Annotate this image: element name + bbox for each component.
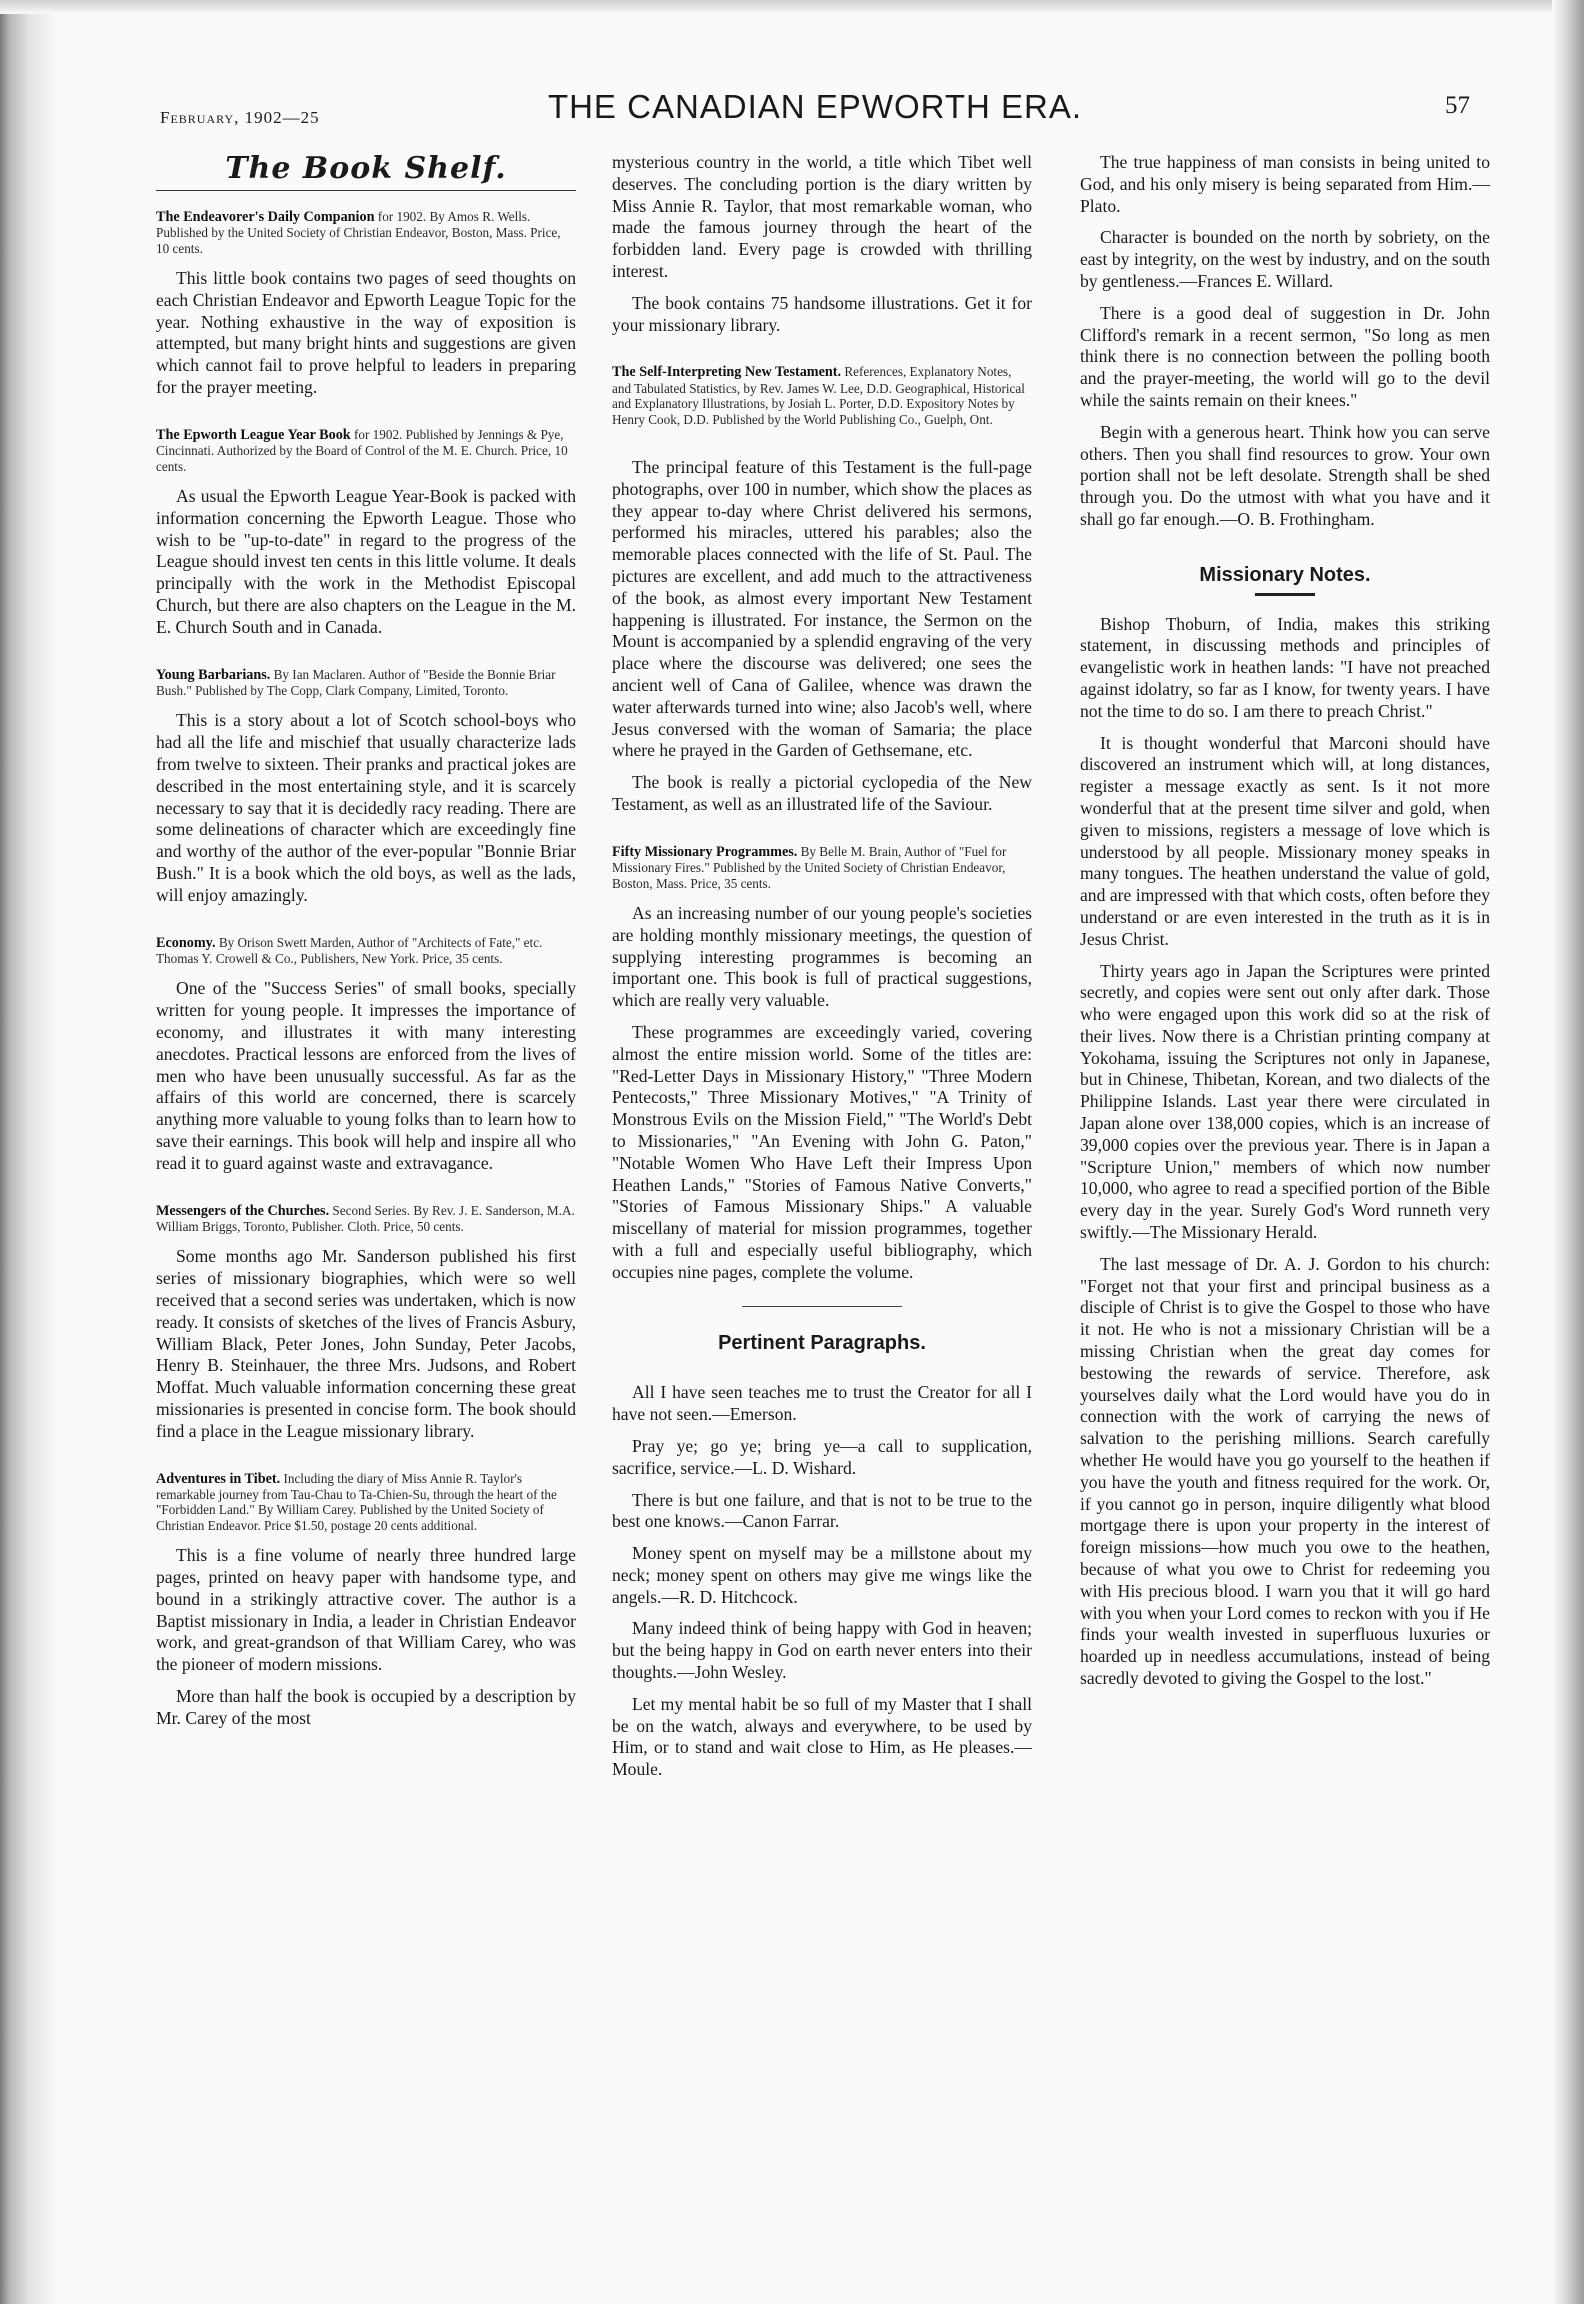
quote-paragraph: Let my mental habit be so full of my Master that I shall be on the watch, always and everywhere, to be used by Him, or to stand and wait close to Him, as He pleases.—Moule. [612,1693,1032,1780]
review-paragraph: This little book contains two pages of seed thoughts on each Christian Endeavor and Epworth League Topic for the year. Nothing exhaustive in the way of exposition is attempted, but many bright hints and suggestions are given which cannot fail to prove helpful to leaders in preparing for the prayer meeting. [156,268,576,397]
quote-paragraph: Character is bounded on the north by sobriety, on the east by integrity, on the west by industry, and on the south by gentleness.—Frances E. Willard. [1080,227,1490,291]
continued-paragraph: mysterious country in the world, a title which Tibet well deserves. The concluding portion is the diary written by Miss Annie R. Taylor, that most remarkable woman, who made the famous journey through the heart of the forbidden land. Every page is crowded with thrilling interest. [612,152,1032,281]
book-details: Including the diary of Miss Annie R. Taylor's remarkable journey from Tau-Chau to Ta-Chien-Su, through the heart of the "Forbidden Land." By William Carey. Published by the United Society of Christian Endeavor. Price $1.50, postage 20 cents additional. [156,1470,557,1533]
issue-date: February, 1902—25 [160,108,320,127]
title-rule [1255,593,1315,596]
title-rule [156,190,576,191]
page-left-edge [0,0,58,2304]
book-notice [156,209,576,256]
book-title: Messengers of the Churches. [156,1202,330,1219]
book-notice [612,364,1032,427]
book-title: The Self-Interpreting New Testament. [612,364,842,381]
page-header [160,88,1470,128]
publication-title: THE CANADIAN EPWORTH ERA. [547,88,1083,125]
review-paragraph: The book is really a pictorial cyclopedia of the New Testament, as well as an illustrated life of the Saviour. [612,772,1032,814]
book-title: Adventures in Tibet. [156,1470,281,1487]
book-details: Second Series. By Rev. J. E. Sanderson, M.A. William Briggs, Toronto, Publisher. Cloth. Price, 50 cents. [156,1202,575,1234]
note-paragraph: The last message of Dr. A. J. Gordon to his church: "Forget not that your first and principal business as a disciple of Christ is to give the Gospel to those who have it not. He who is not a missionary Christian will be a missing Christian when the great day comes for bestowing the rewards of service. Therefore, ask yourselves daily what the Lord would have you do in connection with the work of carrying the news of salvation to the perishing millions. Search carefully whether He would have you go yourself to the heathen if you have the youth and fitness required for the work. Or, if you cannot go in person, inquire diligently what blood mortgage there is upon your property in the interest of foreign missions—how much you owe to the heathen, because of what you owe to Christ for redeeming you with His precious blood. I warn you that it will go hard with you when your Lord comes to reckon with you if He finds your wealth invested in superfluous luxuries or hoarded up in needless accumulations, instead of being sacredly devoted to giving the Gospel to the lost." [1080,1253,1490,1688]
review-paragraph: As usual the Epworth League Year-Book is packed with information concerning the Epworth League. Those who wish to be "up-to-date" in regard to the progress of the League should invest ten cents in this little volume. It deals principally with the work in the Methodist Episcopal Church, but there are also chapters on the League in the M. E. Church South and in Canada. [156,486,576,637]
review-paragraph: This is a story about a lot of Scotch school-boys who had all the life and mischief that usually characterize lads from twelve to sixteen. Their pranks and practical jokes are described in the most entertaining style, and it is scarcely necessary to say that it is decidedly racy reading. There are some delineations of character which are exceedingly fine and worthy of the author of the ever-popular "Bonnie Briar Bush." It is a book which the old boys, as well as the lads, will enjoy amazingly. [156,710,576,905]
book-notice [156,427,576,474]
note-paragraph: It is thought wonderful that Marconi should have discovered an instrument which will, at long distances, register a message exactly as sent. Is it not more wonderful that at the present time silver and gold, when given to missions, registers a message of love which is understood by all people. Missionary money speaks in many tongues. The heathen understand the value of gold, and are impressed with that which costs, often before they understand or are even interested in the truth as it is in Jesus Christ. [1080,732,1490,949]
column-three [1080,152,1490,1700]
book-details: References, Explanatory Notes, and Tabulated Statistics, by Rev. James W. Lee, D.D. Geographical, Historical and Explanatory Illustrations, by Josiah L. Porter, D.D. Expository Notes by Henry Cook, D.D. Published by the World Publishing Co., Guelph, Ont. [612,364,1025,427]
review-paragraph: More than half the book is occupied by a description by Mr. Carey of the most [156,1685,576,1728]
book-notice [156,935,576,967]
book-details: By Ian Maclaren. Author of "Beside the Bonnie Briar Bush." Published by The Copp, Clark Company, Limited, Toronto. [156,666,556,698]
book-details: By Orison Swett Marden, Author of "Architects of Fate," etc. Thomas Y. Crowell & Co., Publishers, New York. Price, 35 cents. [156,934,543,966]
pertinent-paragraphs-title: Pertinent Paragraphs. [718,1331,926,1354]
column-two [612,152,1032,1791]
note-paragraph: Bishop Thoburn, of India, makes this striking statement, in discussing methods and principles of evangelistic work in heathen lands: "I have not preached against idolatry, so far as I know, for twenty years. I have not the time to do so. I am there to preach Christ." [1080,613,1490,721]
quote-paragraph: The true happiness of man consists in being united to God, and his only misery is being separated from Him.—Plato. [1080,152,1490,216]
book-notice [156,1203,576,1235]
book-title: Economy. [156,934,216,951]
review-paragraph: These programmes are exceedingly varied, covering almost the entire mission world. Some of the titles are: "Red-Letter Days in Missionary History," "Three Modern Pentecosts," Three Missionary Motives," "A Trinity of Monstrous Evils on the Mission Field," "The World's Debt to Missionaries," "An Evening with John G. Paton," "Notable Women Who Have Left their Impress Upon Heathen Lands," "Stories of Famous Native Converts," "Stories of Famous Missionary Ships." A valuable miscellany of material for mission programmes, together with a full and especially useful bibliography, which occupies nine pages, complete the volume. [612,1021,1032,1282]
section-divider [742,1306,902,1307]
quote-paragraph: All I have seen teaches me to trust the Creator for all I have not seen.—Emerson. [612,1382,1032,1425]
note-paragraph: Thirty years ago in Japan the Scriptures were printed secretly, and copies were sent out only after dark. Those who were engaged upon this work did so at the risk of their lives. Now there is a Christian printing company at Yokohama, issuing the Scriptures not only in Japanese, but in Chinese, Thibetan, Korean, and two dialects of the Philippine Islands. Last year there were circulated in Japan alone over 138,000 copies, which is an increase of 39,000 copies over the previous year. There is in Japan a "Scripture Union," members of which now number 10,000, who agree to read a specified portion of the Bible every day in the year. Surely God's Word runneth very swiftly.—The Missionary Herald. [1080,960,1490,1243]
book-title: Fifty Missionary Programmes. [612,843,798,860]
book-title: The Epworth League Year Book [156,426,351,443]
book-notice [156,1471,576,1534]
page-number: 57 [1445,92,1470,119]
quote-paragraph: Many indeed think of being happy with God in heaven; but the being happy in God on earth never enters into their thoughts.—John Wesley. [612,1618,1032,1683]
book-title: The Endeavorer's Daily Companion [156,208,375,225]
missionary-notes-title: Missionary Notes. [1199,563,1371,586]
page-right-edge [1552,0,1584,2304]
book-shelf-title: The Book Shelf. [225,151,507,186]
book-details: for 1902. By Amos R. Wells. Published by the United Society of Christian Endeavor, Boston, Mass. Price, 10 cents. [156,208,561,256]
review-paragraph: This is a fine volume of nearly three hundred large pages, printed on heavy paper with handsome type, and bound in a strikingly attractive cover. The author is a Baptist missionary in India, a leader in Christian Endeavor work, and great-grandson of that William Carey, who was the pioneer of modern missions. [156,1545,576,1675]
column-one [156,152,576,1740]
quote-paragraph: There is a good deal of suggestion in Dr. John Clifford's remark in a recent sermon, "So long as men think there is no connection between the polling booth and the prayer-meeting, the world will go to the devil while the saints remain on their knees." [1080,302,1490,410]
quote-paragraph: There is but one failure, and that is not to be true to the best one knows.—Canon Farrar. [612,1489,1032,1532]
page-top-edge [0,0,1584,14]
quote-paragraph: Pray ye; go ye; bring ye—a call to supplication, sacrifice, service.—L. D. Wishard. [612,1435,1032,1478]
continued-paragraph: The book contains 75 handsome illustrations. Get it for your missionary library. [612,292,1032,335]
review-paragraph: One of the "Success Series" of small books, specially written for young people. It impresses the importance of economy, and illustrates it with many interesting anecdotes. Practical lessons are enforced from the lives of men who have been unusually successful. As far as the affairs of this world are concerned, there is scarcely anything more valuable to young folks than to learn how to save their earnings. This book will help and inspire all who read it to guard against waste and extravagance. [156,978,576,1173]
quote-paragraph: Begin with a generous heart. Think how you can serve others. Then you shall find resources to grow. Your own portion shall not be left desolate. Strength shall be shed through you. Do the utmost with what you have and it shall go far enough.—O. B. Frothingham. [1080,421,1490,529]
book-title: Young Barbarians. [156,666,271,683]
review-paragraph: As an increasing number of our young people's societies are holding monthly missionary meetings, the question of supplying interesting programmes is becoming an important one. This book is full of practical suggestions, which are really very valuable. [612,902,1032,1011]
book-notice [612,844,1032,891]
review-paragraph: The principal feature of this Testament is the full-page photographs, over 100 in number, which show the places as they appear to-day where Christ delivered his sermons, performed his miracles, uttered his parables; also the memorable places connected with the life of St. Paul. The pictures are excellent, and add much to the attractiveness of the book, as almost every important New Testament happening is illustrated. For instance, the Sermon on the Mount is accompanied by a splendid engraving of the very place where the discourse was delivered; one sees the ancient well of Cana of Galilee, whence was drawn the water afterwards turned into wine; also Jacob's well, where Jesus conversed with the woman of Samaria; the place where he prayed in the Garden of Gethsemane, etc. [612,457,1032,761]
book-notice [156,667,576,699]
quote-paragraph: Money spent on myself may be a millstone about my neck; money spent on others may give me wings like the angels.—R. D. Hitchcock. [612,1543,1032,1607]
book-details: for 1902. Published by Jennings & Pye, Cincinnati. Authorized by the Board of Control of the M. E. Church. Price, 10 cents. [156,426,568,474]
review-paragraph: Some months ago Mr. Sanderson published his first series of missionary biographies, which were so well received that a second series was undertaken, which is now ready. It consists of sketches of the lives of Francis Asbury, William Black, Peter Jones, John Sunday, Peter Jacobs, Henry B. Steinhauer, the three Mrs. Judsons, and Robert Moffat. Much valuable information concerning these great missionaries is presented in concise form. The book should find a place in the League missionary library. [156,1246,576,1441]
book-details: By Belle M. Brain, Author of "Fuel for Missionary Fires." Published by the United Society of Christian Endeavor, Boston, Mass. Price, 35 cents. [612,843,1007,891]
